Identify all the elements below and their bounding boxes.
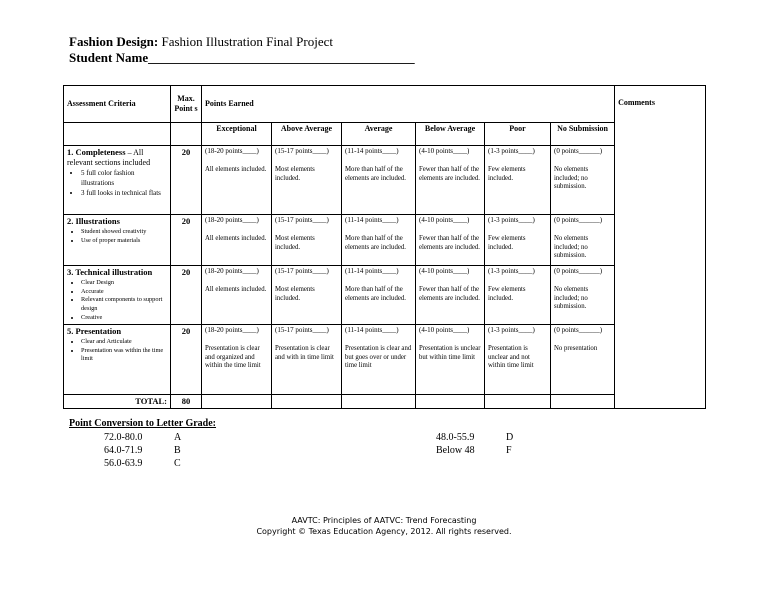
points-range: (4-10 points____)	[419, 147, 470, 155]
criterion-title: 2. Illustrations	[67, 216, 120, 226]
grade-range: 48.0-55.9	[436, 432, 475, 443]
levels-spacer	[64, 123, 171, 146]
level-description: Few elements included.	[488, 165, 526, 182]
points-range: (18-20 points____)	[205, 147, 259, 155]
total-row	[64, 395, 706, 409]
total-value: 80	[171, 395, 202, 409]
grade-range: 72.0-80.0	[104, 432, 143, 443]
level-description: All elements included.	[205, 234, 267, 242]
points-range: (11-14 points____)	[345, 267, 399, 275]
student-name-line: Student Name_________________________________________	[69, 50, 415, 65]
score-cell	[202, 266, 272, 325]
score-cell	[551, 215, 615, 266]
criterion-cell	[64, 266, 171, 325]
score-cell	[272, 215, 342, 266]
level-description: Few elements included.	[488, 234, 526, 251]
total-empty	[202, 395, 272, 409]
points-range: (15-17 points____)	[275, 216, 329, 224]
level-description: Presentation is clear and but goes over or under time limit	[345, 344, 412, 370]
score-cell	[202, 146, 272, 215]
max-points: 20	[171, 325, 202, 395]
level-exceptional: Exceptional	[202, 123, 272, 146]
points-range: (0 points______)	[554, 267, 603, 275]
grade-letter: D	[506, 432, 514, 443]
level-average: Average	[342, 123, 416, 146]
total-label: TOTAL:	[64, 395, 171, 409]
total-empty	[342, 395, 416, 409]
level-description: No elements included; no submission.	[554, 285, 589, 311]
header-row	[64, 86, 706, 123]
levels-row	[64, 123, 706, 146]
criterion-title: 3. Technical illustration	[67, 267, 153, 277]
bullet-item: • 5 full color fashion illustrations	[81, 169, 167, 189]
document-title	[69, 34, 333, 50]
points-range: (1-3 points____)	[488, 216, 535, 224]
grade-letter: B	[174, 445, 181, 456]
criterion-bullets	[67, 169, 167, 198]
points-range: (18-20 points____)	[205, 326, 259, 334]
criterion-cell	[64, 146, 171, 215]
bullet-item: • Student showed creativity	[81, 228, 167, 237]
points-range: (1-3 points____)	[488, 326, 535, 334]
grade-conversion	[69, 418, 216, 432]
score-cell	[551, 325, 615, 395]
footer-line-1: AAVTC: Principles of AATVC: Trend Forecasting	[291, 516, 477, 525]
criterion-cell	[64, 215, 171, 266]
points-range: (11-14 points____)	[345, 147, 399, 155]
rubric-table	[63, 85, 706, 409]
criterion-bullets	[67, 279, 167, 323]
criterion-cell	[64, 325, 171, 395]
level-description: Fewer than half of the elements are included.	[419, 165, 480, 182]
points-range: (15-17 points____)	[275, 147, 329, 155]
points-range: (1-3 points____)	[488, 147, 535, 155]
criterion-row-illustrations	[64, 215, 706, 266]
score-cell	[485, 146, 551, 215]
criterion-row-presentation	[64, 325, 706, 395]
points-range: (4-10 points____)	[419, 326, 470, 334]
level-description: Most elements included.	[275, 285, 315, 302]
grade-range-row	[436, 432, 513, 443]
max-points-header: Max. Point s	[171, 86, 202, 123]
level-description: Most elements included.	[275, 165, 315, 182]
bullet-item: • Creative	[81, 314, 167, 323]
grade-range-row	[104, 445, 181, 456]
score-cell	[202, 215, 272, 266]
level-description: All elements included.	[205, 165, 267, 173]
grade-range: 64.0-71.9	[104, 445, 143, 456]
bullet-item: • Relevant components to support design	[81, 296, 167, 314]
points-range: (1-3 points____)	[488, 267, 535, 275]
level-no-submission: No Submission	[551, 123, 615, 146]
bullet-item: • Accurate	[81, 288, 167, 297]
score-cell	[485, 215, 551, 266]
points-earned-header: Points Earned	[202, 86, 615, 123]
course-label: Fashion Design:	[69, 34, 159, 49]
level-description: No elements included; no submission.	[554, 234, 589, 260]
score-cell	[416, 325, 485, 395]
criterion-subtitle: – All relevant sections included	[67, 148, 151, 167]
footer-line-2: Copyright © Texas Education Agency, 2012. All rights reserved.	[256, 527, 512, 536]
levels-spacer	[171, 123, 202, 146]
score-cell	[342, 215, 416, 266]
total-empty	[551, 395, 615, 409]
grade-range-row	[436, 445, 512, 456]
grade-range: Below 48	[436, 445, 475, 456]
score-cell	[342, 146, 416, 215]
grade-range-row	[104, 458, 181, 469]
criterion-bullets	[67, 338, 167, 364]
score-cell	[416, 215, 485, 266]
total-empty	[272, 395, 342, 409]
points-range: (4-10 points____)	[419, 216, 470, 224]
grade-letter: A	[174, 432, 182, 443]
score-cell	[272, 266, 342, 325]
criterion-title: 1. Completeness	[67, 147, 126, 157]
max-points: 20	[171, 215, 202, 266]
score-cell	[416, 266, 485, 325]
comments-header: Comments	[615, 86, 706, 409]
max-points: 20	[171, 146, 202, 215]
bullet-item: • Clear Design	[81, 279, 167, 288]
level-description: No presentation	[554, 344, 598, 352]
total-empty	[416, 395, 485, 409]
max-points: 20	[171, 266, 202, 325]
grade-range: 56.0-63.9	[104, 458, 143, 469]
score-cell	[416, 146, 485, 215]
points-range: (11-14 points____)	[345, 216, 399, 224]
criteria-header: Assessment Criteria	[64, 86, 171, 123]
points-range: (0 points______)	[554, 326, 603, 334]
conversion-title: Point Conversion to Letter Grade:	[69, 418, 217, 429]
score-cell	[342, 266, 416, 325]
score-cell	[485, 266, 551, 325]
level-description: Presentation is unclear and not within time limit	[488, 344, 534, 370]
points-range: (18-20 points____)	[205, 216, 259, 224]
level-description: Presentation is clear and with in time limit	[275, 344, 334, 361]
level-description: Few elements included.	[488, 285, 526, 302]
level-description: Fewer than half of the elements are included.	[419, 234, 480, 251]
level-description: Presentation is clear and organized and within the time limit	[205, 344, 261, 370]
score-cell	[551, 146, 615, 215]
criterion-bullets	[67, 228, 167, 246]
level-below-average: Below Average	[416, 123, 485, 146]
bullet-item: • Use of proper materials	[81, 237, 167, 246]
grade-range-row	[104, 432, 181, 443]
level-description: More than half of the elements are included.	[345, 285, 406, 302]
bullet-item: • 3 full looks in technical flats	[81, 189, 167, 199]
level-above-average: Above Average	[272, 123, 342, 146]
level-description: Fewer than half of the elements are included.	[419, 285, 480, 302]
grade-letter: F	[506, 445, 512, 456]
points-range: (15-17 points____)	[275, 267, 329, 275]
points-range: (18-20 points____)	[205, 267, 259, 275]
level-description: All elements included.	[205, 285, 267, 293]
points-range: (4-10 points____)	[419, 267, 470, 275]
points-range: (11-14 points____)	[345, 326, 399, 334]
criterion-row-completeness	[64, 146, 706, 215]
points-range: (0 points______)	[554, 147, 603, 155]
score-cell	[202, 325, 272, 395]
bullet-item: • Clear and Articulate	[81, 338, 167, 347]
project-name: Fashion Illustration Final Project	[161, 34, 333, 49]
score-cell	[342, 325, 416, 395]
criterion-row-technical-illustration	[64, 266, 706, 325]
bullet-item: • Presentation was within the time limit	[81, 347, 167, 365]
score-cell	[272, 146, 342, 215]
level-description: More than half of the elements are included.	[345, 234, 406, 251]
criterion-title: 5. Presentation	[67, 326, 122, 336]
points-range: (15-17 points____)	[275, 326, 329, 334]
level-description: Most elements included.	[275, 234, 315, 251]
points-range: (0 points______)	[554, 216, 603, 224]
grade-letter: C	[174, 458, 181, 469]
level-description: More than half of the elements are included.	[345, 165, 406, 182]
total-empty	[485, 395, 551, 409]
score-cell	[485, 325, 551, 395]
score-cell	[551, 266, 615, 325]
score-cell	[272, 325, 342, 395]
level-description: Presentation is unclear but within time limit	[419, 344, 481, 361]
level-description: No elements included; no submission.	[554, 165, 589, 191]
level-poor: Poor	[485, 123, 551, 146]
